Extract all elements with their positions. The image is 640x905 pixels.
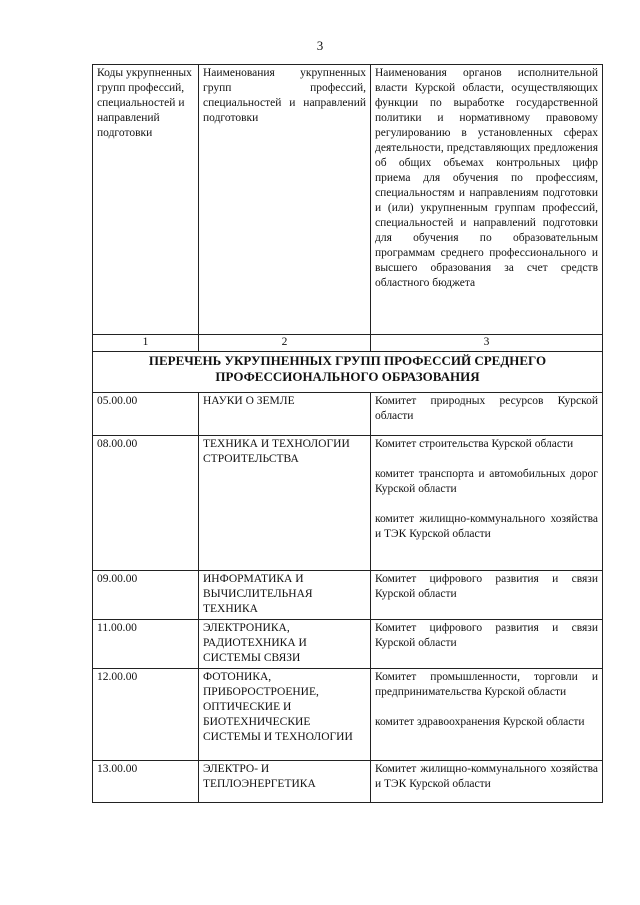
group-code: 08.00.00 (93, 436, 199, 571)
column-number-2: 2 (199, 335, 371, 352)
section-title-line-2: ПРОФЕССИОНАЛЬНОГО ОБРАЗОВАНИЯ (215, 369, 480, 384)
header-codes (93, 65, 199, 335)
ministry-cell (371, 436, 603, 571)
header-row (93, 65, 603, 335)
ministry-name: комитет здравоохранения Курской области (375, 716, 585, 728)
ministry-cell (371, 571, 603, 620)
column-number-row (93, 335, 603, 352)
table-row (93, 571, 603, 620)
group-code: 09.00.00 (93, 571, 199, 620)
group-name: НАУКИ О ЗЕМЛЕ (199, 393, 371, 436)
ministry-name: Комитет цифрового развития и связи Курской области (375, 622, 598, 649)
group-name: ЭЛЕКТРОНИКА, РАДИОТЕХНИКА И СИСТЕМЫ СВЯЗИ (199, 620, 371, 669)
ministry-name: Комитет жилищно-коммунального хозяйства и ТЭК Курской области (375, 763, 598, 790)
ministry-name: комитет транспорта и автомобильных дорог Курской области (375, 468, 598, 495)
ministry-cell (371, 669, 603, 761)
section-title-line-1: ПЕРЕЧЕНЬ УКРУПНЕННЫХ ГРУПП ПРОФЕССИЙ СРЕДНЕГО (148, 353, 547, 368)
header-ministries-text: Наименования органов исполнительной власти Курской области, осуществляющих функции по выработке государственной политики и нормативному правовому регулированию в установленных сферах деятельности, представляющих предложения об общих объемах контрольных цифр приема для обучения по профессиям, специальностям и направлениям подготовки и (или) укрупненным группам профессий, специальностей и направлений подготовки для обучения по образовательным программам среднего профессионального и высшего образования за счет средств областного бюджета (375, 67, 598, 289)
header-names (199, 65, 371, 335)
professions-table (92, 64, 603, 803)
header-ministries (371, 65, 603, 335)
ministry-name: Комитет промышленности, торговли и предпринимательства Курской области (375, 671, 598, 698)
group-name: ТЕХНИКА И ТЕХНОЛОГИИ СТРОИТЕЛЬСТВА (199, 436, 371, 571)
ministry-name: Комитет природных ресурсов Курской области (375, 395, 598, 422)
section-title (93, 352, 603, 393)
table-row (93, 620, 603, 669)
ministry-cell (371, 393, 603, 436)
section-title-row (93, 352, 603, 393)
header-codes-text: Коды укрупненных групп профессий, специальностей и направлений подготовки (97, 67, 192, 139)
column-number-1: 1 (93, 335, 199, 352)
ministry-cell (371, 620, 603, 669)
ministry-name: комитет жилищно-коммунального хозяйства и ТЭК Курской области (375, 513, 598, 540)
group-code: 05.00.00 (93, 393, 199, 436)
ministry-name: Комитет строительства Курской области (375, 438, 574, 450)
group-code: 11.00.00 (93, 620, 199, 669)
ministry-name: Комитет цифрового развития и связи Курской области (375, 573, 598, 600)
table-row (93, 393, 603, 436)
ministry-cell (371, 761, 603, 803)
table-row (93, 669, 603, 761)
group-name: ФОТОНИКА, ПРИБОРОСТРОЕНИЕ, ОПТИЧЕСКИЕ И БИОТЕХНИЧЕСКИЕ СИСТЕМЫ И ТЕХНОЛОГИИ (199, 669, 371, 761)
table-row (93, 436, 603, 571)
group-name: ЭЛЕКТРО- И ТЕПЛОЭНЕРГЕТИКА (199, 761, 371, 803)
group-name: ИНФОРМАТИКА И ВЫЧИСЛИТЕЛЬНАЯ ТЕХНИКА (199, 571, 371, 620)
column-number-3: 3 (371, 335, 603, 352)
header-names-text: Наименования укрупненных групп профессий, специальностей и направлений подготовки (203, 67, 366, 124)
group-code: 13.00.00 (93, 761, 199, 803)
page-number: 3 (316, 38, 324, 53)
table-row (93, 761, 603, 803)
group-code: 12.00.00 (93, 669, 199, 761)
